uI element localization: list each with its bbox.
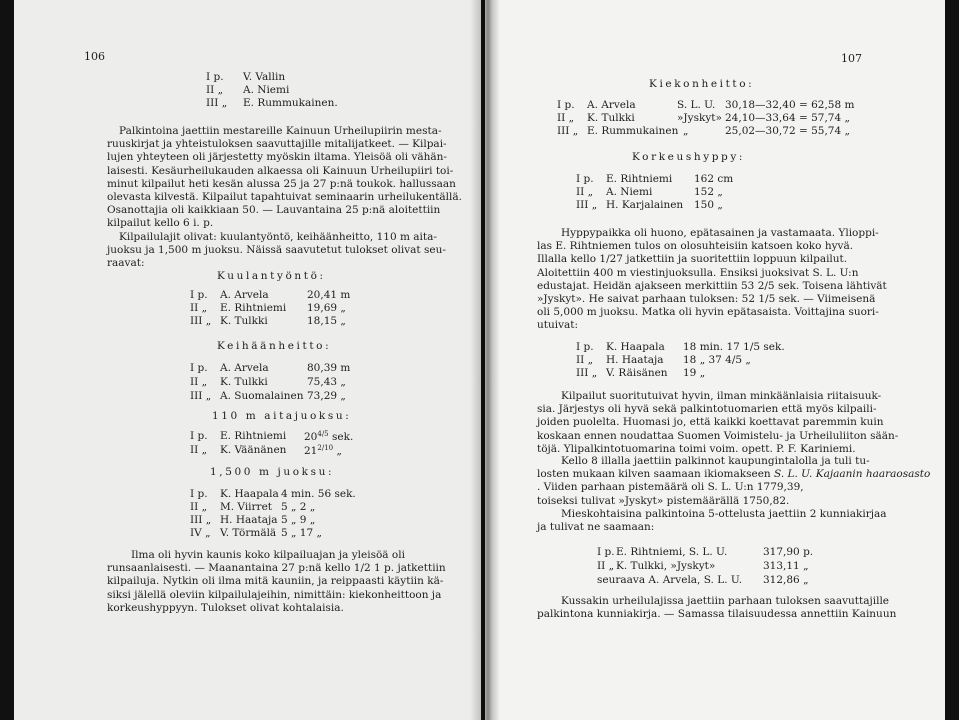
event-heading: 1,500 m juoksu: [210, 466, 335, 478]
result: 152 „ [694, 186, 723, 198]
result: 312,86 „ [763, 574, 809, 586]
rank: III „ [190, 315, 212, 327]
rank: I p. [597, 546, 615, 558]
rank: IV „ [190, 527, 211, 539]
page-number-left: 106 [84, 50, 105, 63]
rank: II „ [190, 501, 208, 513]
paragraph: Ilma oli hyvin kaunis koko kilpailuajan ja yleisöä oli runsaanlaisesti. — Maanantaina 27 p:nä kello 1/2 1 p. jatkettiin kilpailuja. Nytkin oli ilma mitä kauniin, ja reippaasti käytiin kä- siksi jälellä oleviin kilpailulajeihin, nimittäin: kiekonheittoon ja korkeushyppyyn. Tulokset olivat kohtalaisia. [107, 549, 446, 614]
rank: I p. [576, 173, 594, 185]
rank: III „ [190, 514, 212, 526]
name: K. Väänänen [220, 444, 287, 456]
result: 18,15 „ [307, 315, 346, 327]
name: A. Niemi [243, 84, 290, 96]
results-table [576, 341, 816, 380]
name: K. Tulkki [220, 315, 268, 327]
name: E. Rihtniemi, S. L. U. [616, 546, 728, 558]
results-table [557, 99, 855, 138]
name: E. Rihtniemi [606, 173, 673, 185]
name: H. Karjalainen [606, 199, 684, 211]
event-heading: Keihäänheitto: [217, 340, 332, 352]
top-results [206, 71, 436, 110]
result: 19,69 „ [307, 302, 346, 314]
rank: I p. [576, 341, 594, 353]
results-table [190, 488, 430, 540]
rank: II „ [576, 186, 594, 198]
paragraph: Kussakin urheilulajissa jaettiin parhaan tuloksen saavuttajille palkintona kunniakirja. — Samassa tilaisuudessa annettiin Kainuun [537, 595, 897, 621]
page-number-right: 107 [841, 52, 862, 65]
name: E. Rummukainen [587, 125, 679, 137]
rank: III „ [557, 125, 579, 137]
italic-org-name: S. L. U. Kajaanin haaraosasto [774, 468, 931, 481]
paragraph: Hyppypaikka oli huono, epätasainen ja vastamaata. Ylioppi- las E. Rihtniemen tulos on olosuhteisiin katsoen koko hyvä. Illalla kello 1/27 jatkettiin ja suoritettiin loppuun kilpailut. Aloitettiin 400 m viestinjuoksulla. Ensiksi juoksivat S. L. U:n edustajat. Heidän ajakseen merkittiin 53 2/5 sek. Toisena lähtivät »Jyskyt». He saivat parhaan tuloksen: 52 1/5 sek. — Viimeisenä oli 5,000 m juoksu. Matka oli hyvin epätasaista. Voittajina suori- utuivat: [537, 227, 887, 332]
event-heading: 110 m aitajuoksu: [212, 410, 352, 422]
rank: II „ [597, 560, 615, 572]
rank: II „ [576, 354, 594, 366]
name: A. Arvela [587, 99, 636, 111]
result: 73,29 „ [307, 390, 346, 402]
result: 5 „ 17 „ [281, 527, 322, 539]
result: 5 „ 2 „ [281, 501, 316, 513]
event-heading: Kuulantyöntö: [217, 270, 326, 282]
event-heading: Kiekonheitto: [649, 78, 755, 90]
name: K. Tulkki [587, 112, 635, 124]
rank: I p. [190, 488, 208, 500]
result: $21^{2/10}$ „ [304, 444, 342, 457]
rank: II „ [557, 112, 575, 124]
rank: II „ [206, 84, 224, 96]
result: 150 „ [694, 199, 723, 211]
result: 4 min. 56 sek. [281, 488, 356, 500]
result: 18 min. 17 1/5 sek. [683, 341, 785, 353]
rank: I p. [190, 430, 208, 442]
result: 25,02—30,72 = 55,74 „ [725, 125, 850, 137]
rank: I p. [190, 289, 208, 301]
result: 75,43 „ [307, 376, 346, 388]
result: 20,41 m [307, 289, 351, 301]
result: 162 cm [694, 173, 734, 185]
result: 317,90 p. [763, 546, 814, 558]
club: „ [683, 125, 689, 137]
name: H. Haataja [220, 514, 278, 526]
result: 19 „ [683, 367, 706, 379]
name: V. Törmälä [220, 527, 277, 539]
rank: I p. [557, 99, 575, 111]
name: seuraava A. Arvela, S. L. U. [597, 574, 743, 586]
name: A. Arvela [220, 289, 269, 301]
result: 30,18—32,40 = 62,58 m [725, 99, 855, 111]
result: 80,39 m [307, 362, 351, 374]
results-table [597, 546, 837, 587]
name: A. Suomalainen [220, 390, 304, 402]
name: E. Rihtniemi [220, 302, 287, 314]
rank: III „ [206, 97, 228, 109]
rank: I p. [206, 71, 224, 83]
result: 313,11 „ [763, 560, 809, 572]
result: 18 „ 37 4/5 „ [683, 354, 751, 366]
name: K. Haapala [220, 488, 279, 500]
name: V. Vallin [243, 71, 286, 83]
book-gutter [470, 0, 500, 720]
name: A. Arvela [220, 362, 269, 374]
results-table [576, 173, 796, 212]
result: 24,10—33,64 = 57,74 „ [725, 112, 850, 124]
name: E. Rihtniemi [220, 430, 287, 442]
name: K. Tulkki [220, 376, 268, 388]
rank: III „ [576, 367, 598, 379]
result: $20^{4/5}$ sek. [304, 430, 354, 443]
paragraph: Palkintoina jaettiin mestareille Kainuun Urheilupiirin mesta- ruuskirjat ja yhteistuloksen saavuttajille mitalijatkeet. — Kilpai- lujen yhteyteen oli järjestetty myöskin iltama. Yleisöä oli vähän- laisesti. Kesäurheilukauden alkaessa oli Kainuun Urheilupiiri toi- minut kilpailut heti kesän alussa 25 ja 27 p:nä toukok. hallussaan olevasta kilvestä. Kilpailut tapahtuivat seminaarin urheilukentällä. Osanottajia oli kaikkiaan 50. — Lauvantaina 25 p:nä aloitettiin kilpailut kello 6 i. p. [107, 125, 462, 230]
paragraph: Kello 8 illalla jaettiin palkinnot kaupungintalolla ja tuli tu- losten mukaan kilven saamaan ikiomakseen S. L. U. Kajaanin haaraosasto . Viiden parhaan pistemäärä oli S. L. U:n 1779,39, toiseksi tulivat »Jyskyt» pistemäärällä 1750,82. Mieskohtaisina palkintoina 5-ottelusta jaettiin 2 kunniakirjaa ja tulivat ne saamaan: [537, 455, 931, 534]
name: A. Niemi [606, 186, 653, 198]
name: E. Rummukainen. [243, 97, 338, 109]
name: K. Tulkki, »Jyskyt» [616, 560, 716, 572]
name: H. Haataja [606, 354, 664, 366]
name: M. Viirret [220, 501, 273, 513]
club: S. L. U. [677, 99, 716, 111]
results-table [190, 362, 430, 403]
name: K. Haapala [606, 341, 665, 353]
rank: II „ [190, 376, 208, 388]
name: V. Räisänen [606, 367, 668, 379]
event-heading: Korkeushyppy: [632, 151, 746, 163]
rank: III „ [190, 390, 212, 402]
results-table [190, 430, 430, 457]
rank: II „ [190, 302, 208, 314]
rank: II „ [190, 444, 208, 456]
rank: I p. [190, 362, 208, 374]
results-table [190, 289, 430, 328]
paragraph: Kilpailut suoritutuivat hyvin, ilman minkäänlaisia riitaisuuk- sia. Järjestys oli hyvä sekä palkintotuomarien että myös kilpaili- joiden puolelta. Huomasi jo, että kaikki koettavat paremmin kuin koskaan ennen noudattaa Suomen Voimistelu- ja Urheiluliiton sään- töjä. Ylipalkintotuomarina toimi voim. opett. P. F. Kariniemi. [537, 390, 899, 455]
paragraph: Kilpailulajit olivat: kuulantyöntö, keihäänheitto, 110 m aita- juoksu ja 1,500 m juoksu. Näissä saavutetut tulokset olivat seu- raavat: [107, 231, 446, 270]
result: 5 „ 9 „ [281, 514, 316, 526]
club: »Jyskyt» [677, 112, 722, 124]
rank: III „ [576, 199, 598, 211]
